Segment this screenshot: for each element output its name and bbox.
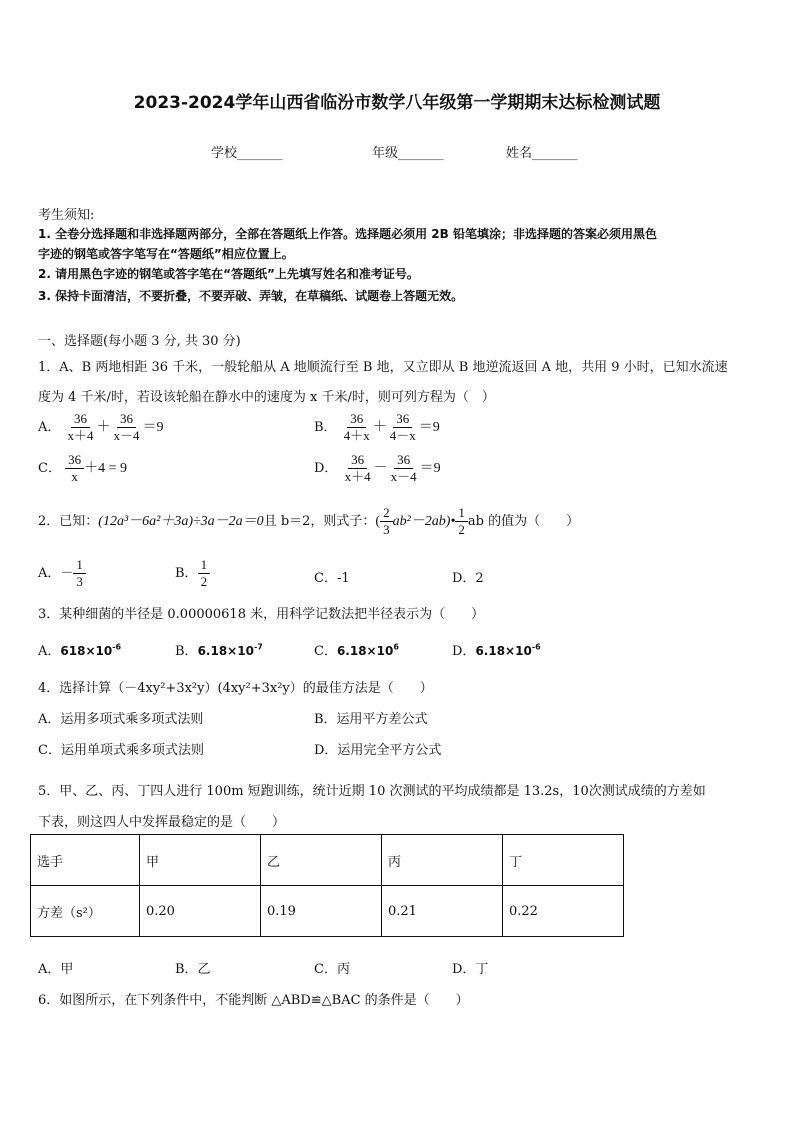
table-cell: 0.21 [382, 886, 503, 937]
q3-option-a: A．$618\times 10^{-6}$ [38, 642, 122, 659]
table-cell: 方差（s²） [31, 886, 140, 937]
option-label: A． [38, 420, 61, 435]
fraction: $\frac{1}{3}$ [73, 557, 86, 590]
fraction: $\frac{36}{x+4}$ [344, 452, 371, 484]
q2-stem: 2．已知：(12a³－6a²＋3a)÷3a－2a＝0且 b＝2，则式子：( $\frac{2}{3}$ ab²－2ab)• $\frac{1}{2}$ ab 的值为（ ） [38, 505, 580, 537]
option-label: B． [314, 420, 337, 435]
table-cell: 丁 [503, 835, 624, 886]
option-label: D． [314, 461, 338, 476]
q4-option-c: C．运用单项式乘多项式法则 [38, 743, 204, 758]
q1-stem-b: 度为 4 千米/时，若设该轮船在静水中的速度为 x 千米/时，则可列方程为（ ） [38, 390, 495, 405]
grade-field: 年级_______ [372, 146, 444, 161]
q3-option-d: D．$6.18\times 10^{-6}$ [452, 642, 541, 659]
q3-option-b: B．$6.18\times 10^{-7}$ [175, 642, 263, 659]
table-row [31, 886, 624, 937]
q2-option-a: A．－ $\frac{1}{3}$ [38, 557, 86, 590]
fraction: $\frac{1}{2}$ [455, 505, 468, 538]
fraction: $\frac{36}{x+4}$ [67, 411, 94, 443]
section-heading: 一、选择题(每小题 3 分, 共 30 分) [38, 334, 241, 349]
school-field: 学校_______ [211, 146, 283, 161]
fraction: $\frac{1}{2}$ [198, 557, 211, 590]
q1-option-c: C． $\frac{36}{x}$ ＋4 = 9 [38, 452, 127, 484]
q4-option-d: D．运用完全平方公式 [314, 743, 442, 758]
q6-stem: 6．如图所示，在下列条件中，不能判断 △ABD≌△BAC 的条件是（ ） [38, 993, 469, 1008]
notice-item-1b: 字迹的钢笔或答字笔写在“答题纸”相应位置上。 [38, 247, 294, 261]
q1-option-b: B． $\frac{36}{4+x}$ ＋ $\frac{36}{4-x}$ ＝9 [314, 411, 440, 443]
table-cell: 0.22 [503, 886, 624, 937]
option-label: C． [38, 461, 61, 476]
q1-stem-a: 1．A、B 两地相距 36 千米，一般轮船从 A 地顺流行至 B 地，又立即从 B 地逆流返回 A 地，共用 9 小时，已知水流速 [38, 360, 728, 375]
fraction: $\frac{36}{x-4}$ [113, 411, 140, 443]
table-cell: 0.19 [261, 886, 382, 937]
table-cell: 0.20 [140, 886, 261, 937]
q5-stem-b: 下表，则这四人中发挥最稳定的是（ ） [38, 815, 286, 830]
q2-option-c: C．-1 [314, 571, 350, 586]
table-row [31, 835, 624, 886]
q2-option-d: D．2 [452, 571, 484, 586]
name-field: 姓名_______ [506, 146, 578, 161]
table-cell: 甲 [140, 835, 261, 886]
q3-stem: 3．某种细菌的半径是 0.00000618 米，用科学记数法把半径表示为（ ） [38, 607, 485, 622]
table-cell: 乙 [261, 835, 382, 886]
page-title: 2023-2024学年山西省临汾市数学八年级第一学期期末达标检测试题 [133, 93, 661, 113]
q2-option-b: B． $\frac{1}{2}$ [175, 557, 210, 590]
variance-table [30, 834, 624, 937]
q1-option-a: A． $\frac{36}{x+4}$ ＋ $\frac{36}{x-4}$ ＝9 [38, 411, 164, 443]
q5-option-b: B．乙 [175, 962, 211, 977]
fraction: $\frac{36}{4+x}$ [343, 411, 370, 443]
notice-heading: 考生须知: [38, 208, 95, 223]
q3-option-c: C．$6.18\times 10^6$ [314, 642, 399, 659]
q5-option-c: C．丙 [314, 962, 350, 977]
q4-option-b: B．运用平方差公式 [314, 712, 428, 727]
q4-stem: 4．选择计算（－4xy²+3x²y）(4xy²+3x²y）的最佳方法是（ ） [38, 681, 433, 696]
notice-item-1a: 1. 全卷分选择题和非选择题两部分，全部在答题纸上作答。选择题必须用 2B 铅笔填涂；非选择题的答案必须用黑色 [38, 227, 657, 241]
fraction: $\frac{36}{x}$ [65, 452, 84, 485]
q5-stem-a: 5．甲、乙、丙、丁四人进行 100m 短跑训练，统计近期 10 次测试的平均成绩都是 13.2s，10次测试成绩的方差如 [38, 784, 706, 799]
notice-item-2: 2. 请用黑色字迹的钢笔或答字笔在“答题纸”上先填写姓名和准考证号。 [38, 267, 419, 281]
notice-item-3: 3. 保持卡面清洁，不要折叠，不要弄破、弄皱，在草稿纸、试题卷上答题无效。 [38, 289, 464, 303]
q5-option-d: D．丁 [452, 962, 489, 977]
q5-option-a: A．甲 [38, 962, 74, 977]
fraction: $\frac{2}{3}$ [380, 505, 393, 538]
table-cell: 丙 [382, 835, 503, 886]
q1-option-d: D． $\frac{36}{x+4}$ － $\frac{36}{x-4}$ ＝9 [314, 452, 441, 484]
fraction: $\frac{36}{x-4}$ [390, 452, 417, 484]
fraction: $\frac{36}{4-x}$ [389, 411, 416, 443]
q4-option-a: A．运用多项式乘多项式法则 [38, 712, 204, 727]
table-cell: 选手 [31, 835, 140, 886]
